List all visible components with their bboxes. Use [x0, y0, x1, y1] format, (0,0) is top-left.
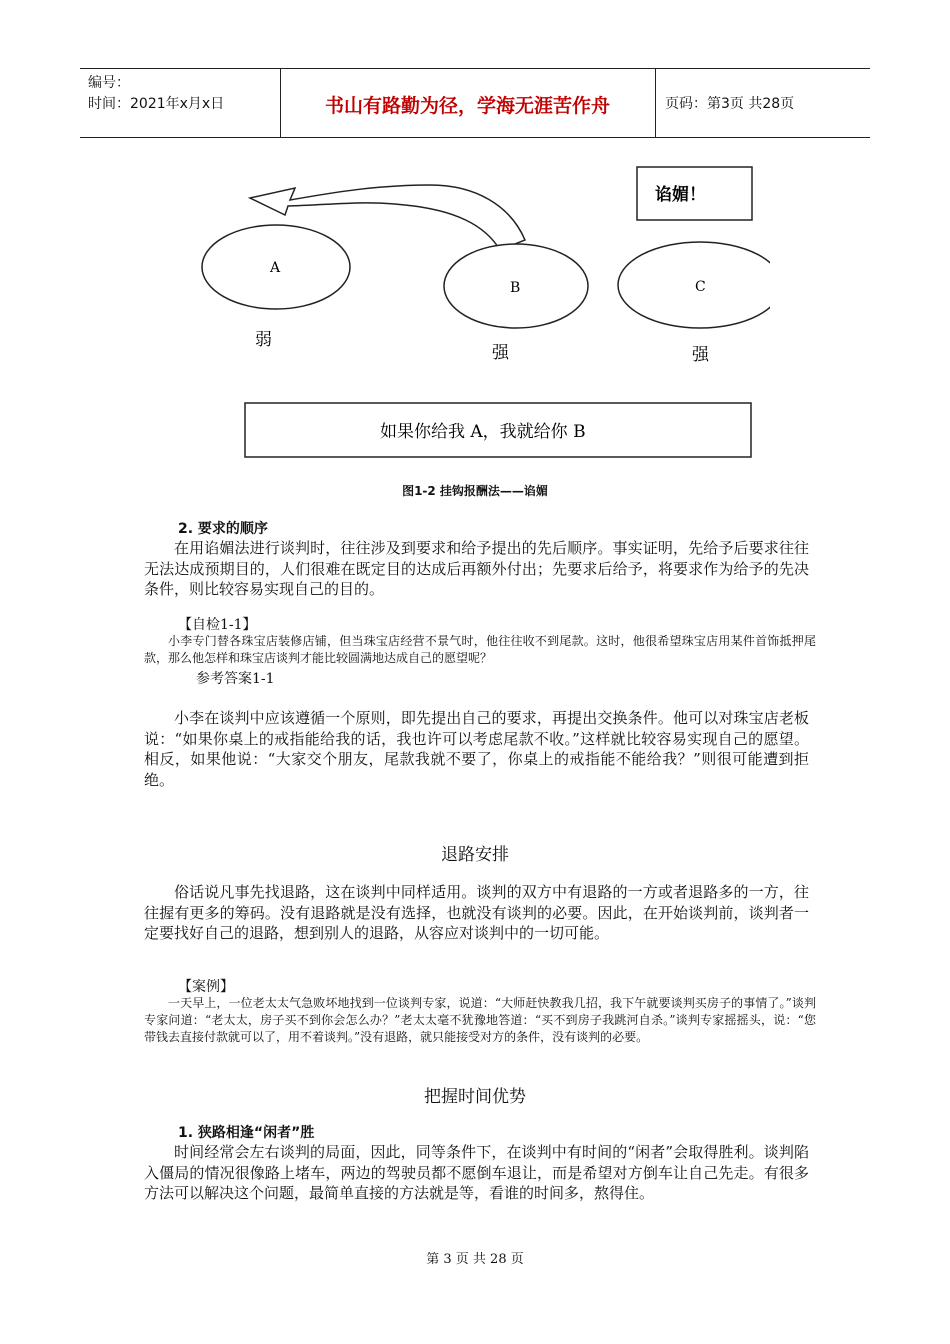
- timing-title: 把握时间优势: [424, 1087, 526, 1107]
- ellipse-c-label: C: [695, 279, 706, 295]
- retreat-paragraph: 俗话说凡事先找退路，这在谈判中同样适用。谈判的双方中有退路的一方或者退路多的一方，往往握有更多的筹码。没有退路就是没有选择，也就没有谈判的必要。因此，在开始谈判前，谈判者一定要找好自己的退路，想到别人的退路，从容应对谈判中的一切可能。: [144, 883, 809, 942]
- weak-label: 弱: [255, 330, 272, 350]
- strong-label-c: 强: [692, 345, 709, 365]
- ellipse-b-label: B: [510, 280, 521, 296]
- ellipse-a-label: A: [270, 260, 281, 276]
- header-page-label: 页码：第3页 共28页: [665, 96, 795, 112]
- date-label: 时间：2021年x月x日: [88, 96, 225, 112]
- ellipse-c: [618, 242, 770, 328]
- header-divider: [655, 69, 656, 137]
- answer-paragraph: 小李在谈判中应该遵循一个原则，即先提出自己的要求，再提出交换条件。他可以对珠宝店老板说：“如果你桌上的戒指能给我的话，我也许可以考虑尾款不收。”这样就比较容易实现自己的愿望。相反，如果他说：“大家交个朋友，尾款我就不要了，你桌上的戒指能不能给我？”则很可能遭到拒绝。: [144, 709, 809, 789]
- answer-label: 参考答案1-1: [196, 671, 275, 687]
- self-check-label: 【自检1-1】: [178, 617, 257, 633]
- self-check-question: 小李专门替各珠宝店装修店铺，但当珠宝店经营不景气时，他往往收不到尾款。这时，他很希望珠宝店用某件首饰抵押尾款，那么他怎样和珠宝店谈判才能比较圆满地达成自己的愿望呢？: [144, 634, 816, 665]
- figure-caption: 图1-2 挂钩报酬法——谄媚: [402, 484, 548, 498]
- page-header: [80, 68, 870, 138]
- flattery-diagram: [190, 150, 770, 470]
- order-paragraph: 在用谄媚法进行谈判时，往往涉及到要求和给予提出的先后顺序。事实证明，先给予后要求往往无法达成预期目的，人们很难在既定目的达成后再额外付出；先要求后给予，将要求作为给予的先决条件，则比较容易实现自己的目的。: [144, 539, 809, 598]
- strong-label-b: 强: [492, 343, 509, 363]
- retreat-title: 退路安排: [441, 845, 509, 865]
- page-footer: 第 3 页 共 28 页: [426, 1252, 524, 1267]
- flattery-box-text: 谄媚！: [655, 185, 706, 205]
- header-meta: [88, 73, 278, 115]
- case-label: 【案例】: [178, 979, 234, 995]
- code-label: 编号：: [88, 75, 130, 91]
- header-motto: 书山有路勤为径，学海无涯苦作舟: [324, 95, 610, 117]
- condition-box-text: 如果你给我 A，我就给你 B: [380, 422, 586, 442]
- section-heading-timing: 1. 狭路相逢“闲者”胜: [178, 1125, 315, 1141]
- section-heading-order: 2. 要求的顺序: [178, 521, 268, 537]
- timing-paragraph: 时间经常会左右谈判的局面，因此，同等条件下，在谈判中有时间的“闲者”会取得胜利。谈判陷入僵局的情况很像路上堵车，两边的驾驶员都不愿倒车退让，而是希望对方倒车让自己先走。有很多方法可以解决这个问题，最简单直接的方法就是等，看谁的时间多，熬得住。: [144, 1143, 809, 1202]
- case-text: 一天早上，一位老太太气急败坏地找到一位谈判专家，说道：“大师赶快教我几招，我下午就要谈判买房子的事情了。”谈判专家问道：“老太太，房子买不到你会怎么办？”老太太毫不犹豫地答道：“买不到房子我跳河自杀。”谈判专家摇摇头，说：“您带钱去直接付款就可以了，用不着谈判。”没有退路，就只能接受对方的条件，没有谈判的必要。: [144, 996, 816, 1044]
